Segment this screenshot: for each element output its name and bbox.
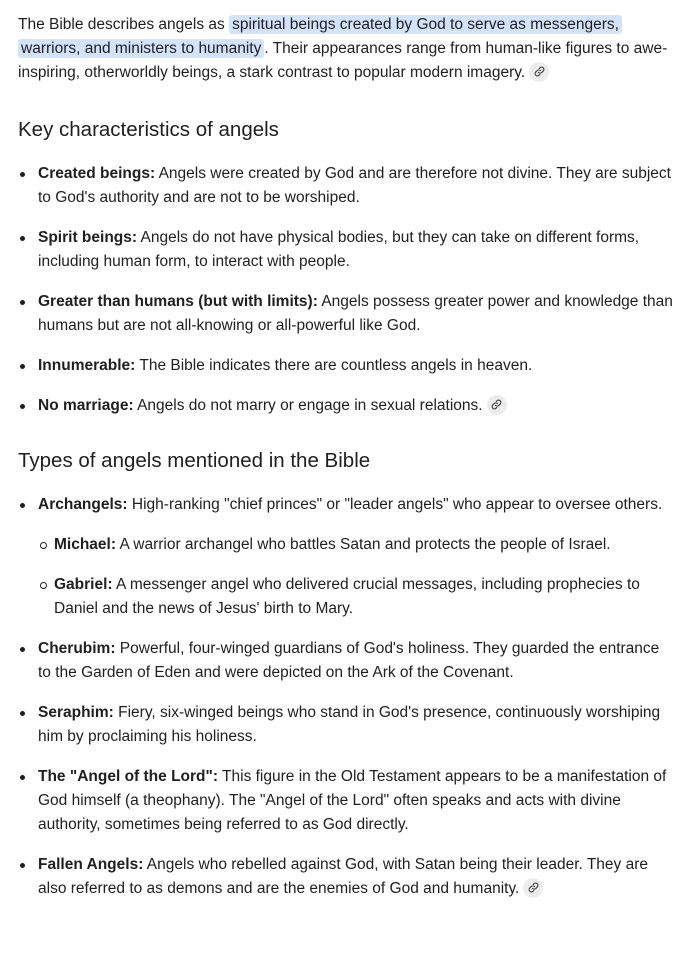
item-text: This figure in the Old Testament appears to be a manifestation of God himself (a theophany). The "Angel of the Lord" often speaks and acts with divine authority, sometimes being referred to as God directly.	[38, 768, 667, 833]
types-heading: Types of angels mentioned in the Bible	[18, 449, 371, 472]
item-term: Fallen Angels:	[38, 856, 144, 873]
source-link-button[interactable]	[487, 395, 507, 415]
item-text: A messenger angel who delivered crucial messages, including prophecies to Daniel and the news of Jesus' birth to Mary.	[54, 576, 640, 617]
list-item	[18, 765, 674, 837]
intro-after: . Their appearances range from human-like figures to awe-inspiring, otherworldly beings, a stark contrast to popular modern imagery.	[18, 40, 668, 81]
list-item	[18, 701, 674, 749]
link-icon	[491, 399, 502, 410]
response-content	[18, 13, 674, 917]
item-text: Angels who rebelled against God, with Satan being their leader. They are also referred to as demons and are the enemies of God and humanity.	[38, 856, 649, 897]
item-term: Spirit beings:	[38, 229, 138, 246]
archangels-sublist	[38, 533, 674, 621]
item-text: A warrior archangel who battles Satan and protects the people of Israel.	[116, 536, 611, 553]
list-item	[18, 226, 674, 274]
item-term: Created beings:	[38, 165, 156, 182]
source-link-button[interactable]	[529, 62, 549, 82]
item-term: No marriage:	[38, 397, 134, 414]
item-term: Innumerable:	[38, 357, 136, 374]
item-term: Michael:	[54, 536, 117, 553]
characteristics-list	[18, 162, 674, 418]
item-text: The Bible indicates there are countless angels in heaven.	[135, 357, 533, 374]
sub-list-item	[38, 533, 674, 557]
item-text: Angels were created by God and are therefore not divine. They are subject to God's authority and are not to be worshiped.	[38, 165, 671, 206]
item-text: High-ranking "chief princes" or "leader angels" who appear to oversee others.	[127, 496, 663, 513]
characteristics-heading: Key characteristics of angels	[18, 118, 279, 141]
item-term: Gabriel:	[54, 576, 113, 593]
list-item	[18, 162, 674, 210]
intro-before: The Bible describes angels as	[18, 16, 230, 33]
intro-paragraph	[18, 13, 674, 85]
link-icon	[528, 882, 539, 893]
list-item	[18, 493, 674, 621]
item-term: Greater than humans (but with limits):	[38, 293, 318, 310]
source-link-button[interactable]	[523, 878, 543, 898]
item-term: Archangels:	[38, 496, 128, 513]
item-text: Angels possess greater power and knowledge than humans but are not all-knowing or all-powerful like God.	[38, 293, 673, 334]
list-item	[18, 637, 674, 685]
item-term: Seraphim:	[38, 704, 114, 721]
types-list	[18, 493, 674, 901]
list-item	[18, 394, 674, 418]
item-text: Fiery, six-winged beings who stand in God's presence, continuously worshiping him by proclaiming his holiness.	[38, 704, 661, 745]
item-text: Angels do not have physical bodies, but they can take on different forms, including human form, to interact with people.	[38, 229, 640, 270]
intro-highlight[interactable]: spiritual beings created by God to serve as messengers, warriors, and ministers to humanity	[18, 15, 622, 58]
item-term: Cherubim:	[38, 640, 116, 657]
sub-list-item	[38, 573, 674, 621]
item-text: Powerful, four-winged guardians of God's holiness. They guarded the entrance to the Garden of Eden and were depicted on the Ark of the Covenant.	[38, 640, 660, 681]
link-icon	[534, 66, 545, 77]
list-item	[18, 853, 674, 901]
item-text: Angels do not marry or engage in sexual relations.	[133, 397, 483, 414]
list-item	[18, 290, 674, 338]
item-term: The "Angel of the Lord":	[38, 768, 219, 785]
list-item	[18, 354, 674, 378]
